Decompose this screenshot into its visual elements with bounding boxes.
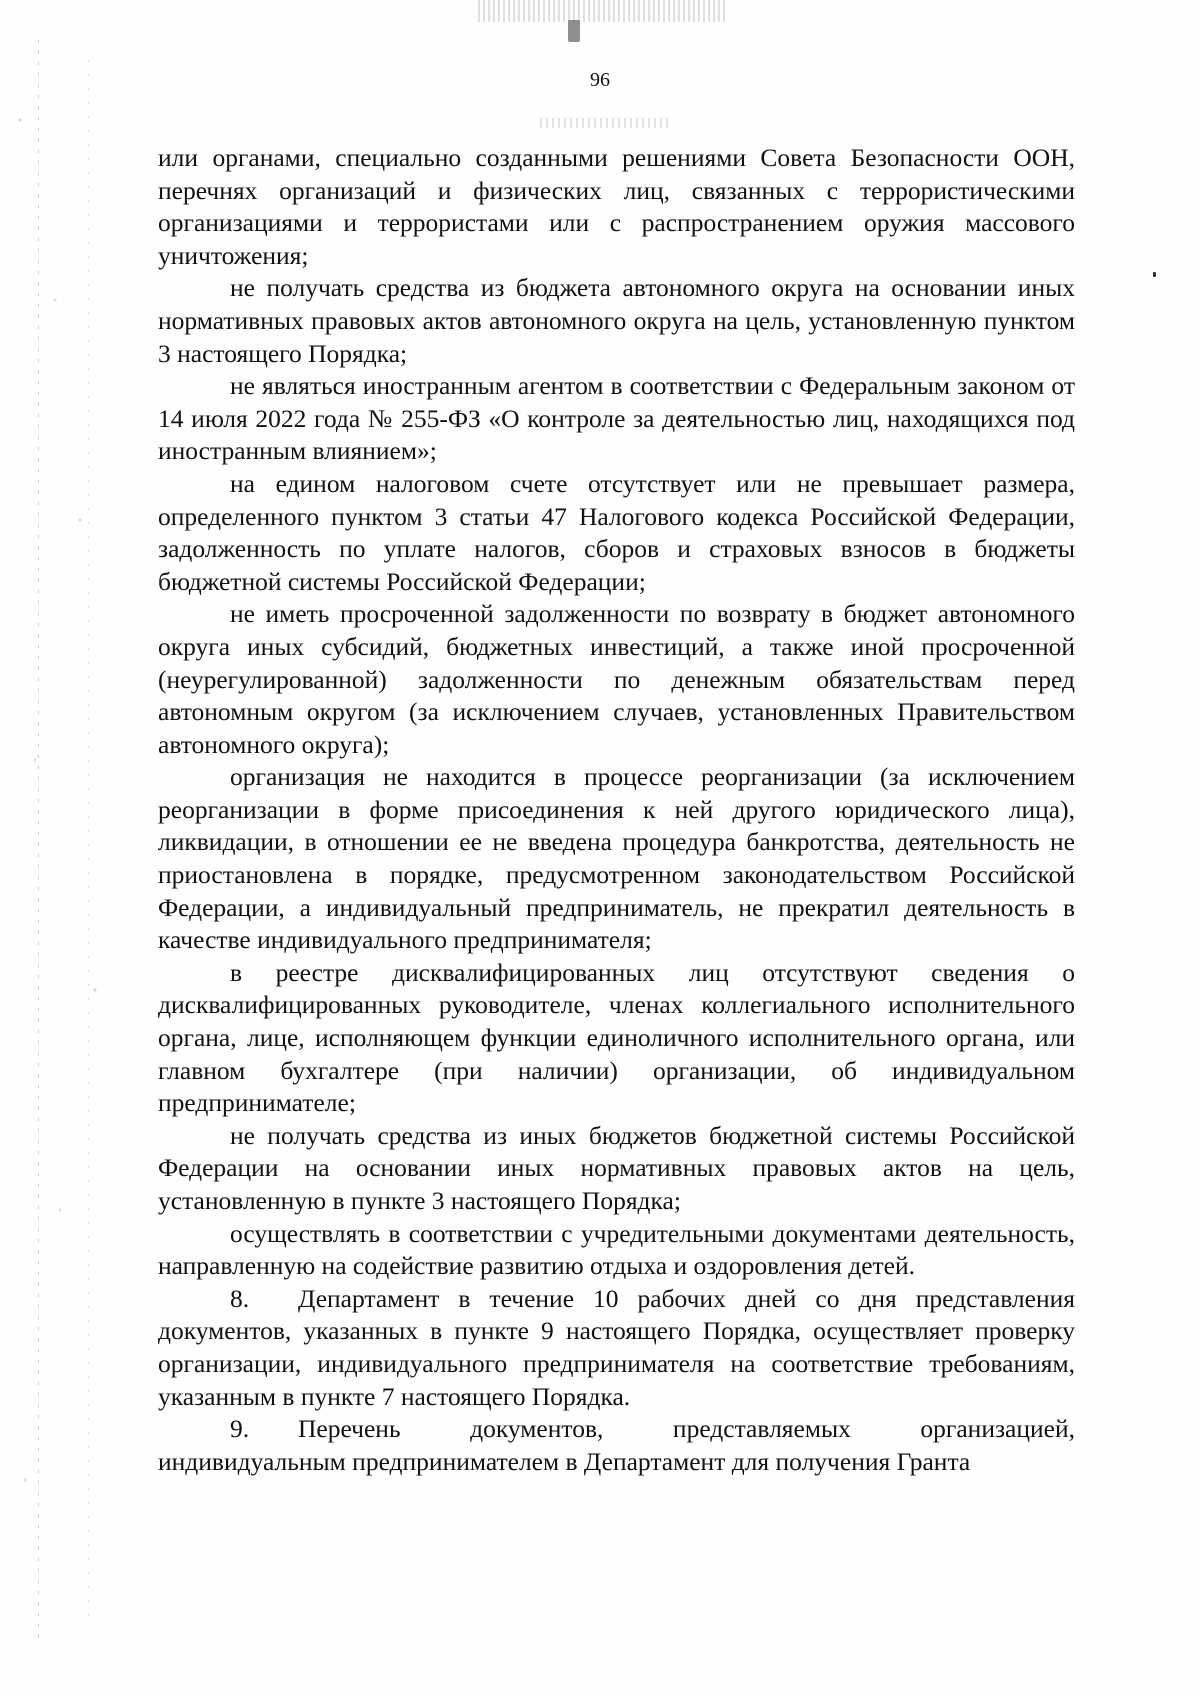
paragraph-text: на едином налоговом счете отсутствует или не превышает размера, определенного пунктом 3 статьи 47 Налогового кодекса Российской Федерации, задолженность по уплате налогов, сборов и страховых взносов в бюджеты бюджетной системы Российской Федерации; <box>158 468 1075 596</box>
paragraph-text: не получать средства из бюджета автономного округа на основании иных нормативных правовых актов автономного округа на цель, установленную пунктом 3 настоящего Порядка; <box>158 273 1075 368</box>
paragraph-text: или органами, специально созданными решениями Совета Безопасности ООН, перечнях организаций и физических лиц, связанных с террористическими организациями и террористами или с распространением оружия массового уничтожения; <box>158 143 1075 270</box>
paragraph-not-foreign-agent <box>158 370 1075 468</box>
document-body <box>158 142 1075 1478</box>
paragraph-text: не получать средства из иных бюджетов бюджетной системы Российской Федерации на основании иных нормативных правовых актов на цель, установленную в пункте 3 настоящего Порядка; <box>158 1120 1075 1215</box>
paragraph-tax-account <box>158 468 1075 598</box>
clause-text: Департамент в течение 10 рабочих дней со дня представления документов, указанных в пункте 9 настоящего Порядка, осуществляет проверку организации, индивидуального предпринимателя на соответствие требованиям, указанным в пункте 7 настоящего Порядка. <box>158 1283 1075 1411</box>
paragraph-no-district-budget-funds <box>158 272 1075 370</box>
paragraph-text: организация не находится в процессе реорганизации (за исключением реорганизации в форме присоединения к ней другого юридического лица), ликвидации, в отношении ее не введена процедура банкротства, деятельность не приостановлена в порядке, предусмотренном законодательством Российской Федерации, а индивидуальный предприниматель, не прекратил деятельность в качестве индивидуального предпринимателя; <box>158 762 1075 955</box>
scan-smudge-top <box>478 0 728 22</box>
clause-9 <box>158 1413 1075 1478</box>
scan-dot <box>1153 272 1156 277</box>
clause-text: Перечень документов, представляемых организацией, индивидуальным предпринимателем в Департамент для получения Гранта <box>158 1414 1075 1476</box>
scan-mark-top <box>568 20 580 42</box>
scan-edge-noise <box>0 0 130 1696</box>
paragraph-text: не являться иностранным агентом в соответствии с Федеральным законом от 14 июля 2022 года № 255-ФЗ «О контроле за деятельностью лиц, находящихся под иностранным влиянием»; <box>158 371 1075 466</box>
clause-number: 9. <box>230 1414 250 1444</box>
paragraph-text: осуществлять в соответствии с учредительными документами деятельность, направленную на содействие развитию отдыха и оздоровления детей. <box>158 1218 1075 1281</box>
paragraph-no-reorganization <box>158 761 1075 957</box>
page-number: 96 <box>590 69 610 91</box>
paragraph-terror-lists-continuation <box>158 142 1075 272</box>
paragraph-text: не иметь просроченной задолженности по возврату в бюджет автономного округа иных субсидий, бюджетных инвестиций, а также иной просроченной (неурегулированной) задолженности по денежным обязательствам перед автономным округом (за исключением случаев, установленных Правительством автономного округа); <box>158 599 1075 759</box>
paragraph-no-other-budget-funds <box>158 1120 1075 1218</box>
clause-8 <box>158 1283 1075 1413</box>
paragraph-no-overdue-debt <box>158 598 1075 761</box>
paragraph-disqualified-register <box>158 957 1075 1120</box>
clause-number: 8. <box>230 1283 250 1313</box>
scan-smudge-under-number <box>540 118 670 128</box>
paragraph-text: в реестре дисквалифицированных лиц отсутствуют сведения о дисквалифицированных руководителе, членах коллегиального исполнительного органа, лице, исполняющем функции единоличного исполнительного органа, или главном бухгалтере (при наличии) организации, об индивидуальном предпринимателе; <box>158 957 1075 1118</box>
paragraph-activity-children-recreation <box>158 1218 1075 1283</box>
